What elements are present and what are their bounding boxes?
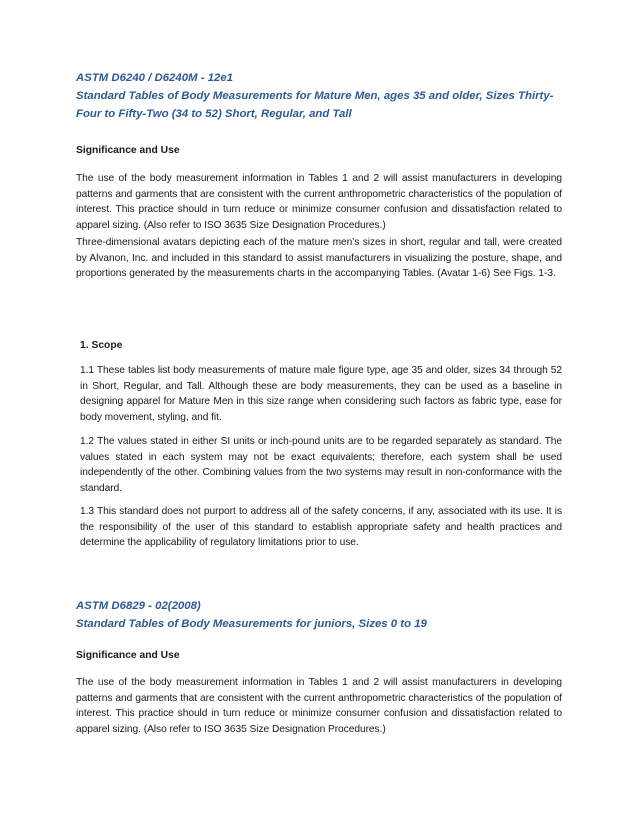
section1-paragraph1: The use of the body measurement information in Tables 1 and 2 will assist manufacturers in developing patterns and garments that are consistent with the current anthropometric characteristics of the population of interest. This practice should in turn reduce or minimize consumer confusion and dissatisfaction related to apparel sizing. (Also refer to ISO 3635 Size Designation Procedures.)	[76, 173, 562, 231]
section2-code: ASTM D6829 - 02(2008)	[76, 600, 201, 612]
scope-1-3: 1.3 This standard does not purport to address all of the safety concerns, if any, associated with its use. It is the responsibility of the user of this standard to establish appropriate safety and health practices and determine the applicability of regulatory limitations prior to use.	[80, 506, 562, 549]
section2-significance-heading-block	[76, 648, 562, 663]
section2-title: Standard Tables of Body Measurements for juniors, Sizes 0 to 19	[76, 618, 427, 630]
section1-significance-heading-block	[76, 143, 562, 158]
section2-significance-heading: Significance and Use	[76, 650, 180, 661]
scope-1-1-block	[80, 363, 562, 425]
scope-heading-block	[80, 338, 562, 353]
section2-paragraph1: The use of the body measurement information in Tables 1 and 2 will assist manufacturers in developing patterns and garments that are consistent with the current anthropometric characteristics of the population of interest. This practice should in turn reduce or minimize consumer confusion and dissatisfaction related to apparel sizing. (Also refer to ISO 3635 Size Designation Procedures.)	[76, 677, 562, 735]
scope-1-1: 1.1 These tables list body measurements of mature male figure type, age 35 and older, sizes 34 through 52 in Short, Regular, and Tall. Although these are body measurements, they can be used as a baseline in designing apparel for Mature Men in this size range when considering such factors as fabric type, ease for body movement, styling, and fit.	[80, 365, 562, 423]
section1-header	[76, 69, 562, 123]
section1-code: ASTM D6240 / D6240M - 12e1	[76, 72, 234, 84]
scope-heading: 1. Scope	[80, 340, 123, 351]
scope-1-3-block	[80, 504, 562, 551]
section1-significance-heading: Significance and Use	[76, 145, 180, 156]
scope-1-2-block	[80, 434, 562, 496]
section1-paragraph2: Three-dimensional avatars depicting each of the mature men’s sizes in short, regular and tall, were created by Alvanon, Inc. and included in this standard to assist manufacturers in visualizing the posture, shape, and proportions generated by the measurements charts in the accompanying Tables. (Avatar 1-6) See Figs. 1-3.	[76, 237, 562, 280]
section1-title: Standard Tables of Body Measurements for Mature Men, ages 35 and older, Sizes Thirty-Four to Fifty-Two (34 to 52) Short, Regular, and Tall	[76, 90, 554, 120]
scope-1-2: 1.2 The values stated in either SI units or inch-pound units are to be regarded separately as standard. The values stated in each system may not be exact equivalents; therefore, each system shall be used independently of the other. Combining values from the two systems may result in non-conformance with the standard.	[80, 436, 562, 494]
section2-header	[76, 597, 562, 633]
section1-paragraph2-block	[76, 235, 562, 282]
section2-paragraph1-block	[76, 675, 562, 737]
section1-paragraph1-block	[76, 171, 562, 233]
